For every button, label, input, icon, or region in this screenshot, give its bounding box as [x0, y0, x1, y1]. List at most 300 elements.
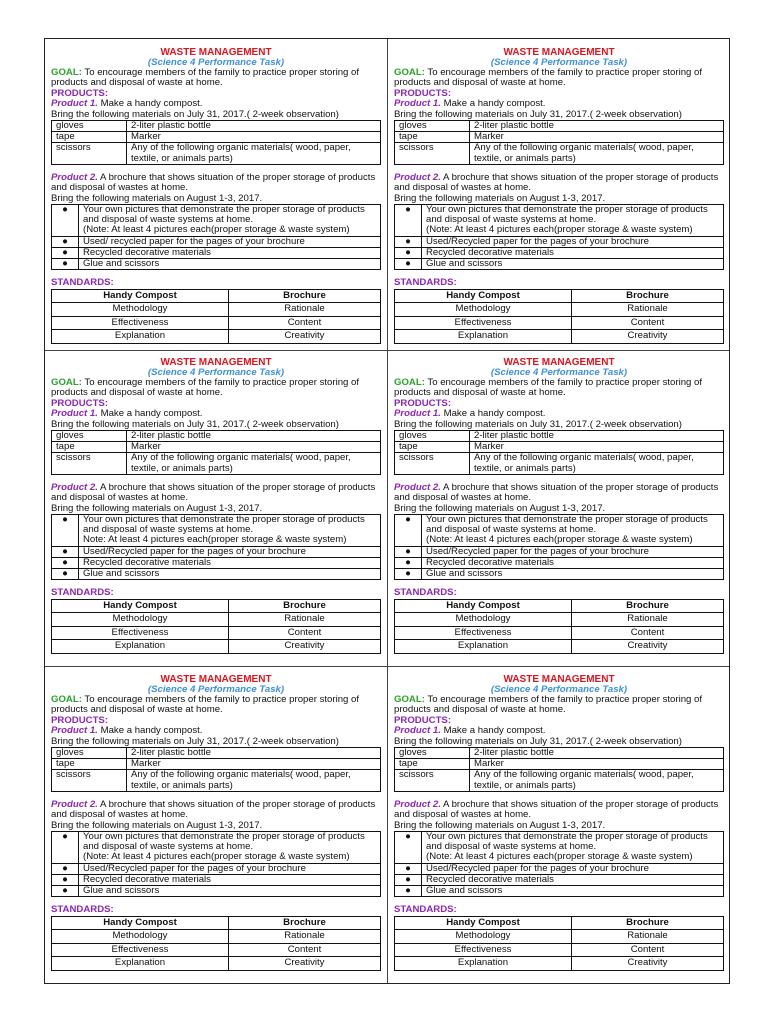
- table-header-row: [395, 289, 724, 303]
- table-row: [52, 303, 381, 317]
- table-cell: Effectiveness: [395, 943, 572, 957]
- bullet-icon: ●: [52, 832, 79, 864]
- product1-bring: Bring the following materials on July 31, 2017.( 2-week observation): [394, 735, 682, 747]
- table-row: [395, 748, 724, 759]
- handout-sheet: [44, 38, 730, 984]
- table-cell: tape: [395, 759, 470, 770]
- bullet-icon: ●: [395, 515, 422, 547]
- list-item-label: Glue and scissors: [79, 886, 381, 897]
- table-cell: Rationale: [229, 303, 381, 317]
- list-item-label: Glue and scissors: [422, 569, 724, 580]
- goal-label: GOAL:: [51, 694, 82, 705]
- bullet-icon: ●: [395, 886, 422, 897]
- materials-table: [51, 430, 381, 475]
- table-cell: Marker: [470, 132, 724, 143]
- bullet-icon: ●: [52, 236, 79, 247]
- table-row: [395, 316, 724, 330]
- list-item-text: [422, 515, 724, 547]
- table-cell: Methodology: [52, 613, 229, 627]
- bullet-icon: ●: [395, 546, 422, 557]
- product1-label: Product 1.: [51, 725, 98, 737]
- card-title: WASTE MANAGEMENT: [160, 674, 272, 685]
- table-row: [52, 943, 381, 957]
- list-item: [395, 886, 724, 897]
- list-item-label: Recycled decorative materials: [422, 874, 724, 885]
- table-cell: Explanation: [395, 957, 572, 971]
- table-header-row: [395, 599, 724, 613]
- goal-label: GOAL:: [394, 377, 425, 388]
- list-item: [52, 515, 381, 547]
- product1-text: Make a handy compost.: [97, 725, 203, 737]
- table-row: [52, 431, 381, 442]
- list-item: [52, 557, 381, 568]
- list-item-label: Used/Recycled paper for the pages of your brochure: [79, 546, 381, 557]
- brochure-list: [394, 514, 724, 580]
- bullet-icon: ●: [395, 236, 422, 247]
- table-row: [52, 770, 381, 791]
- table-row: [395, 943, 724, 957]
- task-card: [388, 674, 730, 971]
- table-cell: scissors: [52, 453, 127, 474]
- list-item-text: [422, 832, 724, 864]
- materials-table: [51, 120, 381, 165]
- goal-paragraph: [51, 68, 381, 89]
- list-item: [395, 247, 724, 258]
- note-text: (Note: At least 4 pictures each(proper storage & waste system): [426, 534, 693, 546]
- product2-text: A brochure that shows situation of the proper storage of products and disposal of wastes at home.: [394, 798, 719, 821]
- product1-bring: Bring the following materials on July 31, 2017.( 2-week observation): [51, 418, 339, 430]
- table-cell: 2-liter plastic bottle: [470, 431, 724, 442]
- table-row: [395, 626, 724, 640]
- note-text: (Note: At least 4 pictures each(proper storage & waste system): [83, 851, 350, 863]
- list-item: [52, 569, 381, 580]
- table-row: [52, 330, 381, 344]
- table-cell: Any of the following organic materials( wood, paper, textile, or animals parts): [127, 143, 381, 164]
- card-title: WASTE MANAGEMENT: [503, 47, 615, 58]
- table-cell: tape: [52, 442, 127, 453]
- bullet-icon: ●: [395, 874, 422, 885]
- table-cell: gloves: [395, 121, 470, 132]
- table-header-row: [52, 916, 381, 930]
- product2-label: Product 2.: [51, 798, 98, 810]
- table-row: [52, 626, 381, 640]
- goal-text: To encourage members of the family to practice proper storing of products and disposal of waste at home.: [394, 694, 703, 716]
- table-cell: 2-liter plastic bottle: [127, 431, 381, 442]
- product2-label: Product 2.: [394, 171, 441, 183]
- table-cell: tape: [395, 132, 470, 143]
- column-header: Handy Compost: [395, 916, 572, 930]
- goal-label: GOAL:: [51, 67, 82, 78]
- product1-text: Make a handy compost.: [97, 98, 203, 110]
- table-cell: Rationale: [572, 303, 724, 317]
- table-cell: 2-liter plastic bottle: [470, 748, 724, 759]
- table-cell: Explanation: [52, 957, 229, 971]
- card-subtitle: (Science 4 Performance Task): [490, 57, 628, 68]
- bullet-icon: ●: [52, 546, 79, 557]
- table-row: [395, 132, 724, 143]
- table-cell: Methodology: [52, 930, 229, 944]
- table-row: [52, 143, 381, 164]
- list-item-text: [422, 205, 724, 237]
- bullet-icon: ●: [52, 205, 79, 237]
- table-cell: gloves: [52, 121, 127, 132]
- product2-label: Product 2.: [394, 798, 441, 810]
- bullet-icon: ●: [395, 557, 422, 568]
- list-item: [395, 236, 724, 247]
- table-row: [395, 330, 724, 344]
- product1-text: Make a handy compost.: [440, 408, 546, 420]
- product2-label: Product 2.: [394, 481, 441, 493]
- standards-label: STANDARDS:: [51, 904, 114, 916]
- products-label: PRODUCTS:: [51, 87, 109, 99]
- column-header: Brochure: [572, 599, 724, 613]
- table-cell: Any of the following organic materials( wood, paper, textile, or animals parts): [127, 453, 381, 474]
- task-card: [388, 357, 730, 654]
- table-cell: Content: [572, 316, 724, 330]
- note-text: (Note: At least 4 pictures each(proper storage & waste system): [426, 851, 693, 863]
- list-item: [52, 832, 381, 864]
- table-cell: Methodology: [395, 613, 572, 627]
- product2-line: [51, 173, 381, 194]
- table-row: [395, 640, 724, 654]
- goal-text: To encourage members of the family to practice proper storing of products and disposal of waste at home.: [51, 694, 360, 716]
- list-item: [52, 205, 381, 237]
- column-header: Brochure: [229, 289, 381, 303]
- bullet-icon: ●: [52, 874, 79, 885]
- table-header-row: [395, 916, 724, 930]
- brochure-list: [394, 204, 724, 270]
- product2-line: [51, 800, 381, 821]
- materials-table: [394, 120, 724, 165]
- table-cell: Content: [572, 626, 724, 640]
- table-row: [52, 316, 381, 330]
- product2-line: [51, 483, 381, 504]
- bullet-icon: ●: [395, 259, 422, 270]
- product1-bring: Bring the following materials on July 31, 2017.( 2-week observation): [51, 735, 339, 747]
- table-cell: Effectiveness: [52, 943, 229, 957]
- bullet-icon: ●: [52, 515, 79, 547]
- standards-table: [51, 599, 381, 654]
- column-header: Handy Compost: [52, 916, 229, 930]
- brochure-list: [51, 514, 381, 580]
- list-item-label: Used/Recycled paper for the pages of your brochure: [422, 863, 724, 874]
- bullet-icon: ●: [395, 863, 422, 874]
- table-cell: Effectiveness: [395, 626, 572, 640]
- product2-line: [394, 173, 724, 194]
- list-item-label: Recycled decorative materials: [79, 247, 381, 258]
- bullet-icon: ●: [395, 569, 422, 580]
- list-item: [52, 546, 381, 557]
- table-cell: Content: [229, 943, 381, 957]
- bullet-icon: ●: [52, 863, 79, 874]
- goal-paragraph: [394, 378, 724, 399]
- product2-text: A brochure that shows situation of the proper storage of products and disposal of wastes at home.: [51, 481, 376, 504]
- bullet-icon: ●: [52, 259, 79, 270]
- list-item-label: Recycled decorative materials: [422, 247, 724, 258]
- materials-table: [394, 430, 724, 475]
- list-item: [52, 236, 381, 247]
- product1-text: Make a handy compost.: [440, 725, 546, 737]
- card-subtitle: (Science 4 Performance Task): [490, 367, 628, 378]
- list-item-label: Recycled decorative materials: [79, 557, 381, 568]
- list-item: [52, 886, 381, 897]
- table-row: [395, 303, 724, 317]
- card-title: WASTE MANAGEMENT: [160, 357, 272, 368]
- table-cell: scissors: [395, 453, 470, 474]
- table-cell: scissors: [395, 770, 470, 791]
- card-title: WASTE MANAGEMENT: [503, 357, 615, 368]
- list-item-label: Glue and scissors: [422, 886, 724, 897]
- product2-bring: Bring the following materials on August 1-3, 2017.: [51, 819, 263, 831]
- list-item-text: [79, 515, 381, 547]
- products-label: PRODUCTS:: [51, 714, 109, 726]
- table-cell: Methodology: [395, 930, 572, 944]
- list-item-label: Your own pictures that demonstrate the proper storage of products and disposal of waste systems at home.: [426, 204, 708, 226]
- table-cell: scissors: [52, 143, 127, 164]
- bullet-icon: ●: [395, 832, 422, 864]
- table-cell: Creativity: [572, 640, 724, 654]
- brochure-list: [394, 831, 724, 897]
- task-card: [45, 674, 387, 971]
- product2-line: [394, 800, 724, 821]
- table-cell: scissors: [395, 143, 470, 164]
- materials-table: [51, 747, 381, 792]
- table-row: [52, 453, 381, 474]
- goal-paragraph: [51, 378, 381, 399]
- table-row: [52, 640, 381, 654]
- goal-text: To encourage members of the family to practice proper storing of products and disposal of waste at home.: [51, 67, 360, 89]
- task-card: [388, 47, 730, 344]
- list-item-label: Your own pictures that demonstrate the proper storage of products and disposal of waste systems at home.: [426, 514, 708, 536]
- list-item: [52, 863, 381, 874]
- table-cell: Creativity: [572, 957, 724, 971]
- table-cell: Creativity: [229, 640, 381, 654]
- column-header: Handy Compost: [52, 599, 229, 613]
- list-item-label: Glue and scissors: [79, 569, 381, 580]
- table-row: [395, 957, 724, 971]
- list-item: [395, 863, 724, 874]
- table-row: [395, 453, 724, 474]
- product1-label: Product 1.: [51, 408, 98, 420]
- list-item: [395, 259, 724, 270]
- card-subtitle: (Science 4 Performance Task): [147, 367, 285, 378]
- table-cell: 2-liter plastic bottle: [127, 748, 381, 759]
- goal-paragraph: [51, 695, 381, 716]
- table-cell: 2-liter plastic bottle: [470, 121, 724, 132]
- table-cell: tape: [395, 442, 470, 453]
- table-cell: Marker: [470, 759, 724, 770]
- table-row: [52, 613, 381, 627]
- goal-text: To encourage members of the family to practice proper storing of products and disposal of waste at home.: [51, 377, 360, 399]
- products-label: PRODUCTS:: [394, 714, 452, 726]
- list-item-label: Recycled decorative materials: [422, 557, 724, 568]
- standards-label: STANDARDS:: [51, 587, 114, 599]
- table-cell: Creativity: [572, 330, 724, 344]
- product1-text: Make a handy compost.: [97, 408, 203, 420]
- list-item-label: Used/Recycled paper for the pages of your brochure: [422, 546, 724, 557]
- table-cell: gloves: [395, 748, 470, 759]
- list-item-label: Your own pictures that demonstrate the proper storage of products and disposal of waste systems at home.: [83, 204, 365, 226]
- list-item: [52, 259, 381, 270]
- table-cell: Any of the following organic materials( wood, paper, textile, or animals parts): [470, 770, 724, 791]
- table-row: [395, 770, 724, 791]
- table-cell: Effectiveness: [52, 316, 229, 330]
- brochure-list: [51, 204, 381, 270]
- bullet-icon: ●: [52, 247, 79, 258]
- horizontal-cut-line: [45, 350, 729, 351]
- standards-table: [394, 599, 724, 654]
- table-cell: Explanation: [52, 330, 229, 344]
- product2-label: Product 2.: [51, 171, 98, 183]
- goal-label: GOAL:: [51, 377, 82, 388]
- product2-label: Product 2.: [51, 481, 98, 493]
- standards-table: [394, 916, 724, 971]
- list-item-text: [79, 205, 381, 237]
- column-header: Handy Compost: [395, 599, 572, 613]
- product1-label: Product 1.: [394, 408, 441, 420]
- task-card: [45, 357, 387, 654]
- products-label: PRODUCTS:: [394, 87, 452, 99]
- list-item-label: Your own pictures that demonstrate the proper storage of products and disposal of waste systems at home.: [83, 831, 365, 853]
- table-row: [395, 613, 724, 627]
- table-cell: Any of the following organic materials( wood, paper, textile, or animals parts): [470, 143, 724, 164]
- bullet-icon: ●: [52, 569, 79, 580]
- standards-table: [394, 289, 724, 344]
- standards-label: STANDARDS:: [394, 587, 457, 599]
- bullet-icon: ●: [395, 205, 422, 237]
- table-cell: gloves: [52, 748, 127, 759]
- table-cell: Explanation: [395, 640, 572, 654]
- note-text: (Note: At least 4 pictures each(proper storage & waste system): [426, 224, 693, 236]
- table-header-row: [52, 289, 381, 303]
- table-row: [52, 759, 381, 770]
- table-cell: Content: [229, 626, 381, 640]
- product2-text: A brochure that shows situation of the proper storage of products and disposal of wastes at home.: [394, 481, 719, 504]
- product1-bring: Bring the following materials on July 31, 2017.( 2-week observation): [394, 108, 682, 120]
- materials-table: [394, 747, 724, 792]
- table-cell: Methodology: [52, 303, 229, 317]
- table-cell: 2-liter plastic bottle: [127, 121, 381, 132]
- table-row: [395, 442, 724, 453]
- table-cell: tape: [52, 759, 127, 770]
- table-cell: Explanation: [52, 640, 229, 654]
- list-item-label: Your own pictures that demonstrate the proper storage of products and disposal of waste systems at home.: [426, 831, 708, 853]
- column-header: Brochure: [572, 916, 724, 930]
- goal-paragraph: [394, 68, 724, 89]
- list-item-label: Glue and scissors: [422, 259, 724, 270]
- table-row: [52, 132, 381, 143]
- product2-line: [394, 483, 724, 504]
- list-item-label: Used/ recycled paper for the pages of your brochure: [79, 236, 381, 247]
- table-cell: Effectiveness: [395, 316, 572, 330]
- table-row: [52, 930, 381, 944]
- table-cell: gloves: [395, 431, 470, 442]
- products-label: PRODUCTS:: [394, 397, 452, 409]
- column-header: Brochure: [572, 289, 724, 303]
- list-item-label: Recycled decorative materials: [79, 874, 381, 885]
- table-cell: Rationale: [572, 613, 724, 627]
- bullet-icon: ●: [52, 886, 79, 897]
- card-subtitle: (Science 4 Performance Task): [147, 57, 285, 68]
- product2-bring: Bring the following materials on August 1-3, 2017.: [51, 192, 263, 204]
- column-header: Brochure: [229, 599, 381, 613]
- table-cell: Any of the following organic materials( wood, paper, textile, or animals parts): [127, 770, 381, 791]
- list-item: [395, 557, 724, 568]
- table-row: [395, 930, 724, 944]
- product2-bring: Bring the following materials on August 1-3, 2017.: [51, 502, 263, 514]
- table-cell: Rationale: [229, 930, 381, 944]
- card-subtitle: (Science 4 Performance Task): [490, 684, 628, 695]
- table-cell: tape: [52, 132, 127, 143]
- product1-label: Product 1.: [394, 725, 441, 737]
- table-cell: Marker: [127, 132, 381, 143]
- list-item: [395, 546, 724, 557]
- product1-label: Product 1.: [51, 98, 98, 110]
- product1-bring: Bring the following materials on July 31, 2017.( 2-week observation): [394, 418, 682, 430]
- list-item-label: Your own pictures that demonstrate the proper storage of products and disposal of waste systems at home.: [83, 514, 365, 536]
- list-item: [52, 874, 381, 885]
- product1-text: Make a handy compost.: [440, 98, 546, 110]
- product2-bring: Bring the following materials on August 1-3, 2017.: [394, 192, 606, 204]
- card-title: WASTE MANAGEMENT: [503, 674, 615, 685]
- list-item: [395, 515, 724, 547]
- table-row: [395, 759, 724, 770]
- bullet-icon: ●: [52, 557, 79, 568]
- column-header: Brochure: [229, 916, 381, 930]
- list-item-text: [79, 832, 381, 864]
- goal-label: GOAL:: [394, 694, 425, 705]
- table-cell: Methodology: [395, 303, 572, 317]
- table-row: [395, 431, 724, 442]
- table-row: [52, 121, 381, 132]
- goal-text: To encourage members of the family to practice proper storing of products and disposal of waste at home.: [394, 377, 703, 399]
- table-cell: Explanation: [395, 330, 572, 344]
- task-card: [45, 47, 387, 344]
- bullet-icon: ●: [395, 247, 422, 258]
- table-cell: Marker: [470, 442, 724, 453]
- table-row: [395, 121, 724, 132]
- list-item: [52, 247, 381, 258]
- list-item: [395, 569, 724, 580]
- goal-paragraph: [394, 695, 724, 716]
- card-subtitle: (Science 4 Performance Task): [147, 684, 285, 695]
- list-item: [395, 874, 724, 885]
- table-cell: Marker: [127, 759, 381, 770]
- list-item-label: Used/Recycled paper for the pages of your brochure: [422, 236, 724, 247]
- table-cell: gloves: [52, 431, 127, 442]
- table-cell: Rationale: [572, 930, 724, 944]
- table-header-row: [52, 599, 381, 613]
- card-title: WASTE MANAGEMENT: [160, 47, 272, 58]
- product1-label: Product 1.: [394, 98, 441, 110]
- table-cell: scissors: [52, 770, 127, 791]
- column-header: Handy Compost: [52, 289, 229, 303]
- list-item-label: Used/Recycled paper for the pages of your brochure: [79, 863, 381, 874]
- list-item: [395, 205, 724, 237]
- standards-label: STANDARDS:: [51, 277, 114, 289]
- products-label: PRODUCTS:: [51, 397, 109, 409]
- table-row: [52, 748, 381, 759]
- standards-table: [51, 916, 381, 971]
- horizontal-cut-line: [45, 666, 729, 667]
- table-cell: Content: [229, 316, 381, 330]
- product2-bring: Bring the following materials on August 1-3, 2017.: [394, 502, 606, 514]
- table-cell: Rationale: [229, 613, 381, 627]
- product2-text: A brochure that shows situation of the proper storage of products and disposal of wastes at home.: [51, 171, 376, 194]
- standards-label: STANDARDS:: [394, 904, 457, 916]
- list-item: [395, 832, 724, 864]
- standards-table: [51, 289, 381, 344]
